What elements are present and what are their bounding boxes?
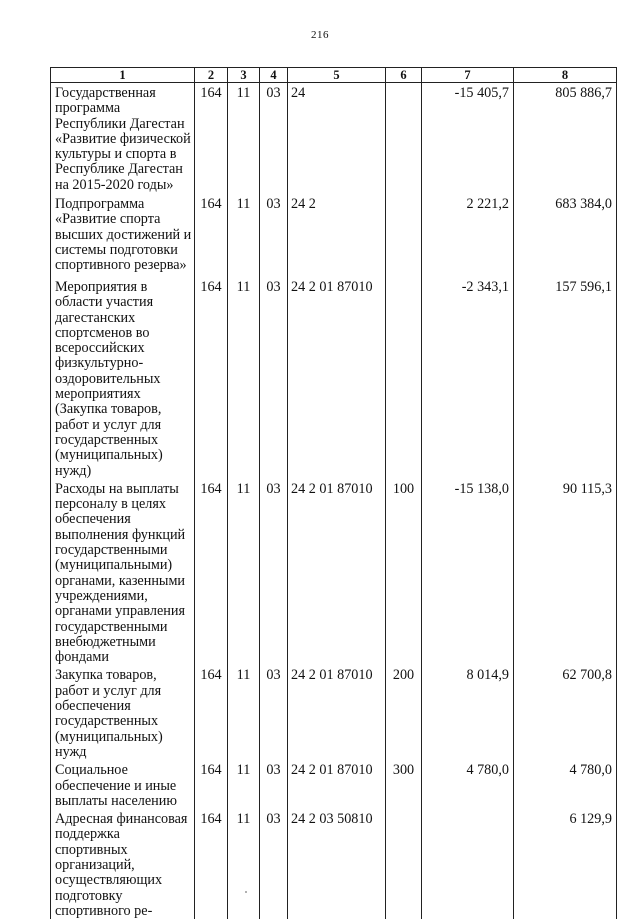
row-total-amount: 62 700,8 (514, 665, 617, 760)
row-admin-code: 164 (195, 479, 228, 666)
header-col-7: 7 (422, 68, 514, 83)
table-row (51, 809, 617, 919)
row-total-amount: 805 886,7 (514, 83, 617, 195)
table-row (51, 194, 617, 277)
row-expense-type (386, 194, 422, 277)
header-col-1: 1 (51, 68, 195, 83)
table-row (51, 83, 617, 195)
row-change-amount: -15 405,7 (422, 83, 514, 195)
row-name: Закупка товаров, работ и услуг для обеспечения государственных (муниципальных) нужд (51, 665, 195, 760)
row-name: Подпрограмма «Развитие спорта высших достижений и системы подготовки спортивного резерва» (51, 194, 195, 277)
row-name: Адресная финансовая поддержка спортивных организаций, осуществляющих подготовку спортивного ре- (51, 809, 195, 919)
budget-table (50, 67, 617, 919)
row-change-amount: -15 138,0 (422, 479, 514, 666)
row-name: Социальное обеспечение и иные выплаты населению (51, 760, 195, 809)
row-target-code: 24 2 01 87010 (288, 760, 386, 809)
page-number: 216 (311, 29, 329, 41)
row-target-code: 24 2 01 87010 (288, 277, 386, 479)
row-name: Мероприятия в области участия дагестанских спортсменов во всероссийских физкультурно-оздоровительных мероприятиях (Закупка товаров, работ и услуг для государственных (муниципальных) нужд) (51, 277, 195, 479)
row-change-amount: -2 343,1 (422, 277, 514, 479)
row-subsection-code: 03 (260, 83, 288, 195)
row-section-code: 11 (228, 809, 260, 919)
row-expense-type (386, 809, 422, 919)
row-admin-code: 164 (195, 83, 228, 195)
header-row (51, 68, 617, 83)
row-total-amount: 157 596,1 (514, 277, 617, 479)
row-section-code: 11 (228, 479, 260, 666)
header-col-3: 3 (228, 68, 260, 83)
row-admin-code: 164 (195, 277, 228, 479)
row-target-code: 24 2 03 50810 (288, 809, 386, 919)
row-change-amount (422, 809, 514, 919)
row-total-amount: 6 129,9 (514, 809, 617, 919)
row-change-amount: 2 221,2 (422, 194, 514, 277)
row-target-code: 24 2 (288, 194, 386, 277)
row-expense-type (386, 277, 422, 479)
row-total-amount: 4 780,0 (514, 760, 617, 809)
row-total-amount: 90 115,3 (514, 479, 617, 666)
row-section-code: 11 (228, 277, 260, 479)
row-target-code: 24 (288, 83, 386, 195)
row-admin-code: 164 (195, 809, 228, 919)
row-expense-type: 100 (386, 479, 422, 666)
row-subsection-code: 03 (260, 194, 288, 277)
header-col-4: 4 (260, 68, 288, 83)
table-row (51, 760, 617, 809)
row-admin-code: 164 (195, 665, 228, 760)
row-expense-type: 300 (386, 760, 422, 809)
row-change-amount: 8 014,9 (422, 665, 514, 760)
row-name: Расходы на выплаты персоналу в целях обеспечения выполнения функций государственными (муниципальными) органами, казенными учреждениями, органами управления государственными внебюджетными фондами (51, 479, 195, 666)
row-name: Государственная программа Республики Дагестан «Развитие физической культуры и спорта в Республике Дагестан на 2015-2020 годы» (51, 83, 195, 195)
row-subsection-code: 03 (260, 479, 288, 666)
row-target-code: 24 2 01 87010 (288, 479, 386, 666)
row-section-code: 11 (228, 665, 260, 760)
table-row (51, 665, 617, 760)
table-row (51, 479, 617, 666)
row-admin-code: 164 (195, 760, 228, 809)
row-section-code: 11 (228, 760, 260, 809)
row-section-code: 11 (228, 194, 260, 277)
row-subsection-code: 03 (260, 809, 288, 919)
header-col-5: 5 (288, 68, 386, 83)
header-col-2: 2 (195, 68, 228, 83)
row-section-code: 11 (228, 83, 260, 195)
row-subsection-code: 03 (260, 760, 288, 809)
row-subsection-code: 03 (260, 277, 288, 479)
header-col-6: 6 (386, 68, 422, 83)
scan-artifact-dot (245, 891, 247, 893)
header-col-8: 8 (514, 68, 617, 83)
row-subsection-code: 03 (260, 665, 288, 760)
row-admin-code: 164 (195, 194, 228, 277)
row-expense-type: 200 (386, 665, 422, 760)
table-row (51, 277, 617, 479)
row-target-code: 24 2 01 87010 (288, 665, 386, 760)
row-expense-type (386, 83, 422, 195)
row-change-amount: 4 780,0 (422, 760, 514, 809)
row-total-amount: 683 384,0 (514, 194, 617, 277)
